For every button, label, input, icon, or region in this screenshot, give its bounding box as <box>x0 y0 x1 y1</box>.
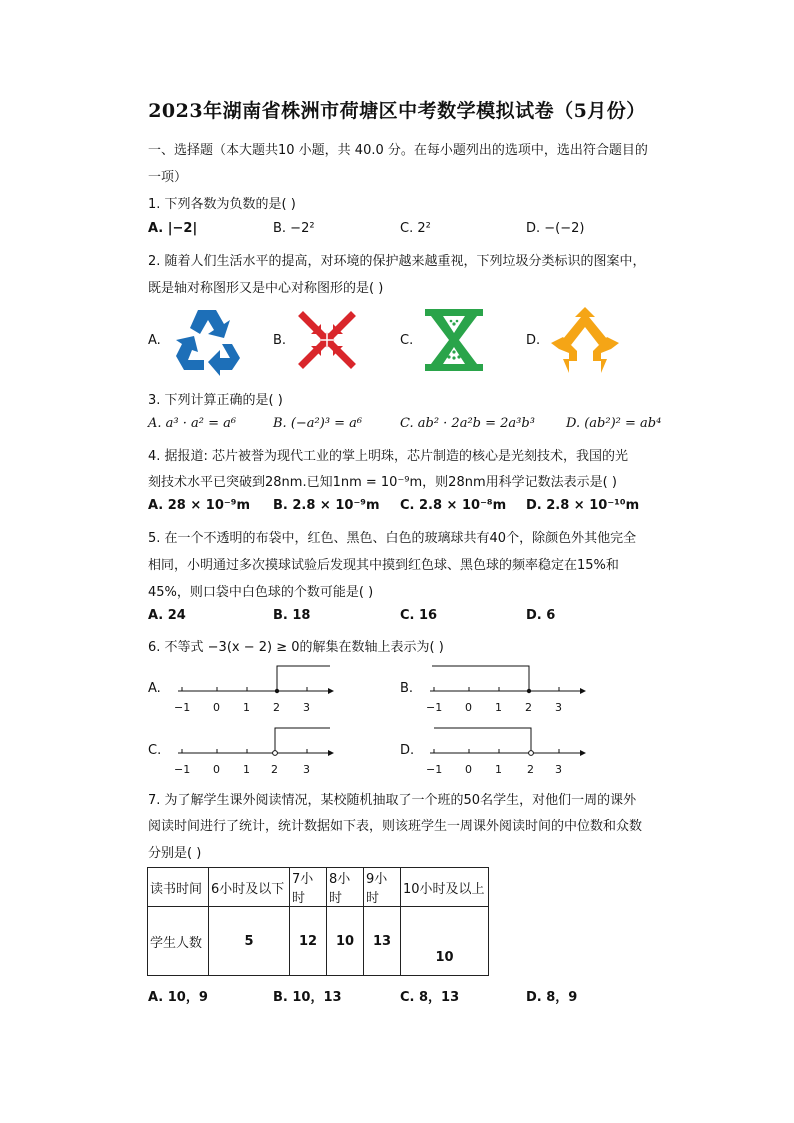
q5-option-a: A. 24 <box>148 608 186 623</box>
q7-option-a: A. 10，9 <box>148 990 208 1005</box>
q4-option-a: A. 28 × 10⁻⁹m <box>148 498 250 513</box>
number-line-a <box>170 660 335 718</box>
page-title: 2023年湖南省株洲市荷塘区中考数学模拟试卷（5月份） <box>148 100 646 122</box>
green-hourglass-icon <box>423 307 485 373</box>
tick-label: 1 <box>243 701 250 714</box>
number-line-c <box>170 722 335 780</box>
q2-option-d: D. <box>526 333 541 348</box>
tick-label: 0 <box>465 701 472 714</box>
q4-option-c: C. 2.8 × 10⁻⁸m <box>400 498 507 513</box>
q4-stem: 4. 据报道: 芯片被誉为现代工业的掌上明珠，芯片制造的核心是光刻技术，我国的光 <box>148 449 629 464</box>
q1-option-a: A. |−2| <box>148 221 198 236</box>
tick-label: 2 <box>273 701 280 714</box>
q3-option-d: D. (ab²)² = ab⁴ <box>566 416 662 431</box>
tick-label: 3 <box>303 763 310 776</box>
tick-label: 3 <box>555 701 562 714</box>
q5-stem-cont1: 相同，小明通过多次摸球试验后发现其中摸到红色球、黑色球的频率稳定在15%和 <box>148 558 619 573</box>
tick-label: 1 <box>495 701 502 714</box>
q1-option-b: B. −2² <box>273 221 315 236</box>
q4-option-b: B. 2.8 × 10⁻⁹m <box>273 498 380 513</box>
table-cell: 13 <box>364 907 401 976</box>
q2-option-b: B. <box>273 333 287 348</box>
q1-option-d: D. −(−2) <box>526 221 585 236</box>
number-line-b <box>422 660 587 718</box>
red-cross-icon <box>297 310 357 370</box>
q4-option-d: D. 2.8 × 10⁻¹⁰m <box>526 498 640 513</box>
number-line-d <box>422 722 587 780</box>
table-header: 6小时及以下 <box>209 868 290 907</box>
q6-stem: 6. 不等式 −3(x − 2) ≥ 0的解集在数轴上表示为( ) <box>148 640 444 655</box>
tick-label: −1 <box>426 763 443 776</box>
q7-stem: 7. 为了解学生课外阅读情况，某校随机抽取了一个班的50名学生，对他们一周的课外 <box>148 793 637 808</box>
q7-option-b: B. 10，13 <box>273 990 342 1005</box>
q2-stem: 2. 随着人们生活水平的提高，对环境的保护越来越重视，下列垃圾分类标识的图案中， <box>148 254 646 269</box>
table-header: 读书时间 <box>148 868 209 907</box>
q6-option-c: C. <box>148 743 162 758</box>
q3-option-a: A. a³ · a² = a⁶ <box>148 416 237 431</box>
q7-stem-cont2: 分别是( ) <box>148 846 202 861</box>
tick-label: −1 <box>174 763 191 776</box>
tick-label: 2 <box>527 763 534 776</box>
table-header: 8小时 <box>327 868 364 907</box>
recycle-icon <box>172 304 244 376</box>
table-header: 10小时及以上 <box>401 868 489 907</box>
tick-label: −1 <box>426 701 443 714</box>
table-cell: 10 <box>327 907 364 976</box>
q7-stem-cont1: 阅读时间进行了统计，统计数据如下表，则该班学生一周课外阅读时间的中位数和众数 <box>148 819 643 834</box>
q5-option-b: B. 18 <box>273 608 311 623</box>
q5-stem: 5. 在一个不透明的布袋中，红色、黑色、白色的玻璃球共有40个，除颜色外其他完全 <box>148 531 637 546</box>
tick-label: 3 <box>303 701 310 714</box>
orange-arrows-icon <box>549 305 621 375</box>
table-header: 7小时 <box>290 868 327 907</box>
tick-label: 0 <box>213 763 220 776</box>
table-cell: 10 <box>401 907 489 976</box>
tick-label: 2 <box>525 701 532 714</box>
q2-stem-cont: 既是轴对称图形又是中心对称图形的是( ) <box>148 281 384 296</box>
tick-label: 1 <box>495 763 502 776</box>
table-header: 9小时 <box>364 868 401 907</box>
q1-option-c: C. 2² <box>400 221 431 236</box>
reading-time-table <box>147 867 489 976</box>
table-cell: 12 <box>290 907 327 976</box>
q7-option-d: D. 8，9 <box>526 990 578 1005</box>
q6-option-b: B. <box>400 681 414 696</box>
tick-label: 3 <box>555 763 562 776</box>
q4-stem-cont: 刻技术水平已突破到28nm.已知1nm = 10⁻⁹m，则28nm用科学记数法表示是( ) <box>148 475 617 490</box>
q3-option-b: B. (−a²)³ = a⁶ <box>273 416 363 431</box>
tick-label: 2 <box>271 763 278 776</box>
q6-option-d: D. <box>400 743 415 758</box>
tick-label: 0 <box>465 763 472 776</box>
q2-option-c: C. <box>400 333 414 348</box>
tick-label: 0 <box>213 701 220 714</box>
q3-stem: 3. 下列计算正确的是( ) <box>148 393 283 408</box>
q3-option-c: C. ab² · 2a²b = 2a³b³ <box>400 416 535 431</box>
q5-stem-cont2: 45%，则口袋中白色球的个数可能是( ) <box>148 585 374 600</box>
section-heading: 一、选择题（本大题共10 小题，共 40.0 分。在每小题列出的选项中，选出符合题目的 <box>148 143 648 158</box>
q2-option-a: A. <box>148 333 161 348</box>
q6-option-a: A. <box>148 681 161 696</box>
q7-option-c: C. 8，13 <box>400 990 460 1005</box>
tick-label: 1 <box>243 763 250 776</box>
table-row-label: 学生人数 <box>148 907 209 976</box>
tick-label: −1 <box>174 701 191 714</box>
section-heading-cont: 一项） <box>148 170 188 185</box>
q5-option-c: C. 16 <box>400 608 438 623</box>
table-cell: 5 <box>209 907 290 976</box>
q5-option-d: D. 6 <box>526 608 556 623</box>
q1-stem: 1. 下列各数为负数的是( ) <box>148 197 296 212</box>
